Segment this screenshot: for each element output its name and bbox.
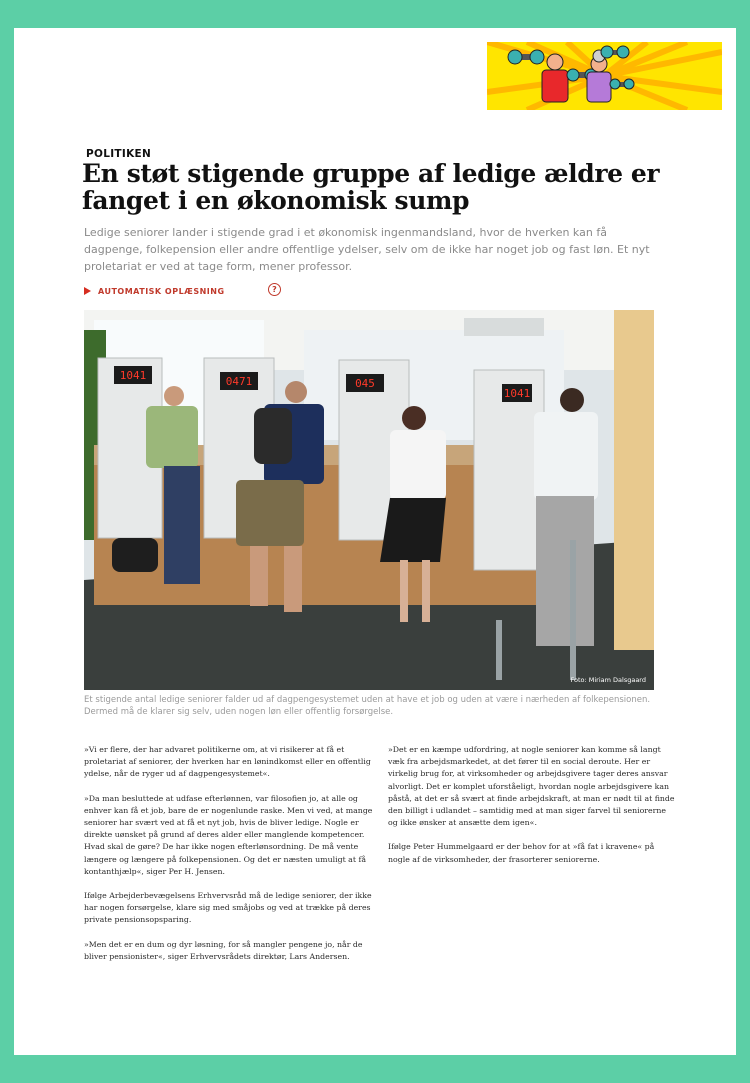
counter-display-2: 0471 [225, 375, 253, 388]
body-paragraph: »Men det er en dum og dyr løsning, for så mangler pengene jo, når de bliver pensionister«, siger Erhvervsrådets direktør, Lars Andersen. [84, 939, 363, 961]
source-label: POLITIKEN [86, 148, 152, 160]
help-icon[interactable]: ? [268, 283, 281, 296]
article-photo [84, 310, 654, 690]
article-lead: Ledige seniorer lander i stigende grad i et økonomisk ingenmandsland, hvor de hverken kan få dagpenge, folkepension eller andre offentlige ydelser, selv om de ikke har noget job og fast løn. Et nyt proletariat er ved at tage form, mener professor. [84, 226, 650, 273]
auto-read-button[interactable] [84, 284, 225, 298]
photo-credit: Foto: Miriam Dalsgaard [570, 676, 646, 684]
fitness-seniors-illustration [487, 42, 722, 110]
job-center-scene [84, 310, 654, 690]
body-column-left [84, 744, 374, 975]
article-page [14, 28, 736, 1055]
comic-illustration [487, 42, 722, 110]
counter-display-1: 1041 [119, 369, 147, 382]
play-icon [84, 287, 91, 295]
counter-display-3: 045 [355, 377, 375, 390]
body-paragraph: Ifølge Peter Hummelgaard er der behov for at »få fat i kravene« på nogle af de virksomheder, der frasorterer seniorerne. [388, 842, 655, 864]
photo-caption: Et stigende antal ledige seniorer falder ud af dagpengesystemet uden at have et job og uden at være i nærheden af folkepensionen. Dermed må de klarer sig selv, uden nogen løn eller offentlig forsørgelse. [84, 695, 651, 717]
body-paragraph: Ifølge Arbejderbevægelsens Erhvervsråd må de ledige seniorer, der ikke har nogen forsørgelse, klare sig med småjobs og ved at trække på deres private pensionsopsparing. [84, 891, 372, 925]
body-paragraph: »Det er en kæmpe udfordring, at nogle seniorer kan komme så langt væk fra arbejdsmarkedet, at det fører til en social deroute. Her er virkelig brug for, at virksomheder og arbejdsgivere tager deres ansvar alvorligt. Det er komplet uforståeligt, hvordan nogle arbejdsgivere kan påstå, at det er så svært at finde arbejdskraft, at man er nødt til at finde den billigt i udlandet – samtidig med at man siger farvel til seniorerne og ikke ønsker at ansætte dem igen«. [388, 745, 675, 828]
article-headline: En støt stigende gruppe af ledige ældre er fanget i en økonomisk sump [82, 159, 660, 215]
auto-read-label: AUTOMATISK OPLÆSNING [98, 286, 225, 296]
body-paragraph: »Da man besluttede at udfase efterlønnen, var filosofien jo, at alle og enhver kan få et job, bare de er nogenlunde raske. Men vi ved, at mange seniorer har svært ved at få et nyt job, hvis de bliver ledige. Nogle er direkte uønsket på grund af deres alder eller manglende kompetencer. Hvad skal de gøre? De har ikke nogen efterlønsordning. De må vente længere og længere på folkepensionen. Og det er næsten umuligt at få kontanthjælp«, siger Per H. Jensen. [84, 793, 373, 876]
counter-display-4: 1041 [503, 387, 531, 400]
body-paragraph: »Vi er flere, der har advaret politikerne om, at vi risikerer at få et proletariat af seniorer, der hverken har en lønindkomst eller en offentlig ydelse, når de ryger ud af dagpengesystemet«. [84, 745, 371, 779]
body-column-right [388, 744, 678, 878]
